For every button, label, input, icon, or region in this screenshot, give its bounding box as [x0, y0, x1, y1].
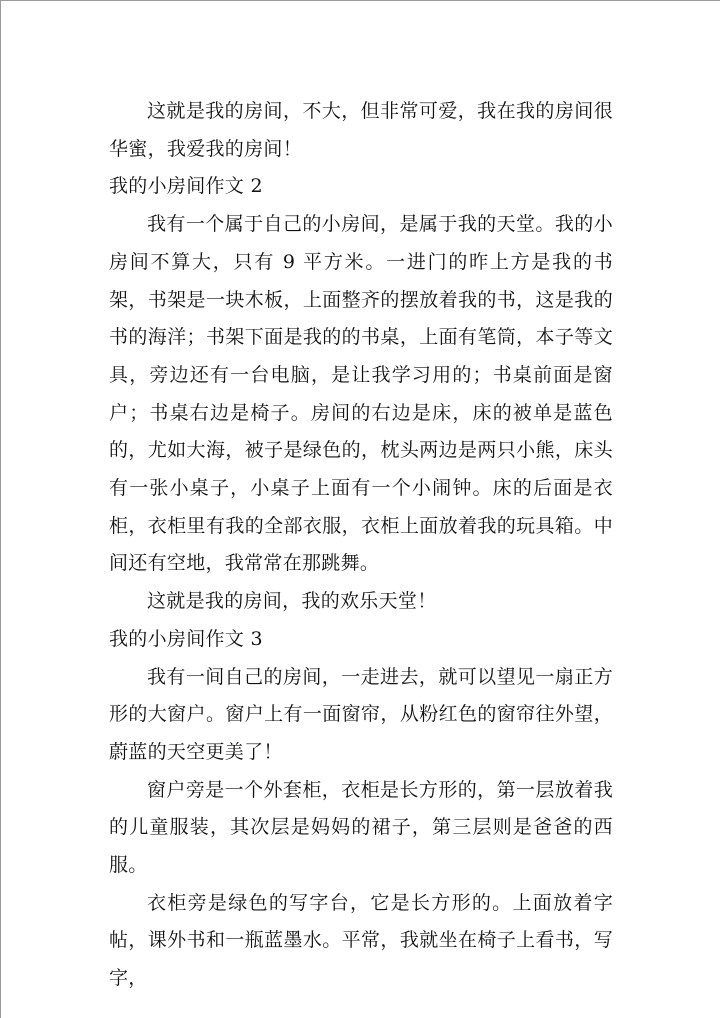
- paragraph-essay-3-wardrobe: 窗户旁是一个外套柜，衣柜是长方形的，第一层放着我的儿童服装，其次层是妈妈的裙子，第三层则是爸爸的西服。: [109, 778, 613, 877]
- essay-heading-3: 我的小房间作文 3: [109, 627, 263, 650]
- paragraph-essay-3-desk: 衣柜旁是绿色的写字台，它是长方形的。上面放着字帖，课外书和一瓶蓝墨水。平常，我就坐在椅子上看书，写字，: [109, 891, 613, 990]
- document-body: [109, 93, 613, 998]
- paragraph-essay-2-body: 我有一个属于自己的小房间，是属于我的天堂。我的小房间不算大，只有 9 平方米。一进门的昨上方是我的书架，书架是一块木板，上面整齐的摆放着我的书，这是我的书的海洋；书架下面是我的的书桌，上面有笔筒，本子等文具，旁边还有一台电脑，是让我学习用的；书桌前面是窗户；书桌右边是椅子。房间的右边是床，床的被单是蓝色的，尤如大海，被子是绿色的，枕头两边是两只小熊，床头有一张小桌子，小桌子上面有一个小闹钟。床的后面是衣柜，衣柜里有我的全部衣服，衣柜上面放着我的玩具箱。中间还有空地，我常常在那跳舞。: [109, 213, 613, 575]
- paragraph-closing-1: 这就是我的房间，不大，但非常可爱，我在我的房间很华蜜，我爱我的房间！: [109, 100, 613, 160]
- paragraph-essay-3-window: 我有一间自己的房间，一走进去，就可以望见一扇正方形的大窗户。窗户上有一面窗帘，从粉红色的窗帘往外望，蔚蓝的天空更美了！: [109, 665, 613, 763]
- paragraph-essay-2-closing: 这就是我的房间，我的欢乐天堂！: [147, 590, 437, 613]
- essay-heading-2: 我的小房间作文 2: [109, 175, 263, 198]
